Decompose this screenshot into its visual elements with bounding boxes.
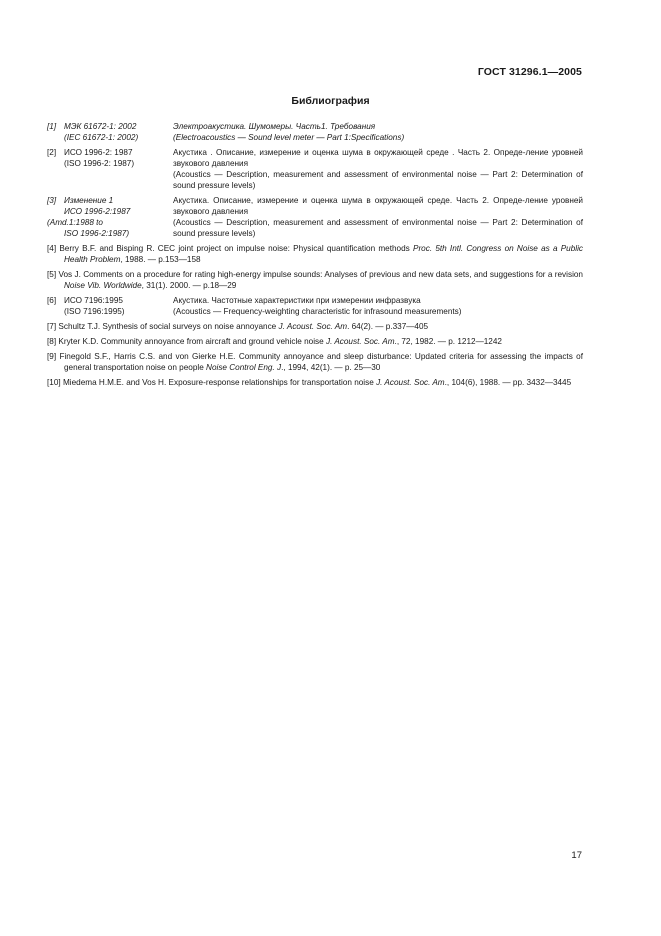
entry-6-number: [6] <box>47 296 57 305</box>
entry-6-reference <box>47 295 173 317</box>
entry-3-ref-line-2: ИСО 1996-2:1987 <box>64 207 131 216</box>
entry-2-description <box>173 147 583 191</box>
entry-2-number: [2] <box>47 148 57 157</box>
entry-8-source: J. Acoust. Soc. Am <box>325 337 395 346</box>
entry-6-ref-line-1: ИСО 7196:1995 <box>64 296 123 305</box>
entry-10-text: Miedema H.M.E. and Vos H. Exposure-response relationships for transportation noise <box>62 378 377 387</box>
entry-3-desc-line-2: (Acoustics — Description, measurement and assessment of environmental noise — Part 2: Determination of sound pressure levels) <box>173 218 583 238</box>
bibliography-entry-6 <box>47 295 583 317</box>
entry-9-source: Noise Control Eng. J <box>206 363 282 372</box>
entry-5-number: [5] <box>47 270 57 279</box>
entry-6-description <box>173 295 583 317</box>
entry-8-number: [8] <box>47 337 57 346</box>
entry-3-ref-line-3: (Amd.1:1988 to <box>47 218 103 227</box>
page-number: 17 <box>571 850 582 861</box>
entry-6-desc-line-1: Акустика. Частотные характеристики при измерении инфразвука <box>173 296 421 305</box>
entry-1-ref-line-2: (IEC 61672-1: 2002) <box>64 133 139 142</box>
bibliography-entry-5 <box>47 269 583 291</box>
entry-1-ref-line-1: МЭК 61672-1: 2002 <box>64 122 137 131</box>
entry-8-pages: ., 72, 1982. — p. 1212—1242 <box>394 337 502 346</box>
section-title: Библиография <box>291 95 370 107</box>
bibliography-entry-4 <box>47 243 583 265</box>
entry-7-number: [7] <box>47 322 57 331</box>
bibliography-entry-10 <box>47 377 583 388</box>
entry-8-text: Kryter K.D. Community annoyance from aircraft and ground vehicle noise <box>58 337 326 346</box>
entry-3-number: [3] <box>47 196 57 205</box>
page-header: ГОСТ 31296.1—2005 <box>477 66 582 78</box>
entry-2-ref-line-1: ИСО 1996-2: 1987 <box>64 148 133 157</box>
entry-9-text: Finegold S.F., Harris C.S. and von Gierke H.E. Community annoyance and sleep disturbance: Updated criteria for assessing the impacts of general transportation noise on people <box>59 352 583 372</box>
bibliography-entry-1 <box>47 121 583 143</box>
entry-6-desc-line-2: (Acoustics — Frequency-weighting characteristic for infrasound measurements) <box>173 307 462 316</box>
entry-10-number: [10] <box>47 378 61 387</box>
entry-1-desc-line-2: (Electroacoustics — Sound level meter — Part 1:Specifications) <box>173 133 405 142</box>
bibliography-entry-9 <box>47 351 583 373</box>
entry-5-source: Noise Vib. Worldwide <box>64 281 142 290</box>
entry-10-pages: ., 104(6), 1988. — pp. 3432—3445 <box>444 378 572 387</box>
bibliography-list <box>47 121 583 392</box>
entry-1-desc-line-1: Электроакустика. Шумомеры. Часть1. Требования <box>173 122 376 131</box>
entry-9-pages: ., 1994, 42(1). — p. 25—30 <box>281 363 381 372</box>
entry-4-number: [4] <box>47 244 57 253</box>
entry-6-ref-line-2: (ISO 7196:1995) <box>64 307 125 316</box>
entry-3-description <box>173 195 583 239</box>
entry-1-description <box>173 121 583 143</box>
entry-3-ref-line-4: ISO 1996-2:1987) <box>64 229 130 238</box>
entry-10-source: J. Acoust. Soc. Am <box>376 378 445 387</box>
entry-5-text: Vos J. Comments on a procedure for rating high-energy impulse sounds: Analyses of previous and new data sets, and suggestions for a revision <box>58 270 583 279</box>
entry-2-desc-line-2: (Acoustics — Description, measurement and assessment of environmental noise — Part 2: Determination of sound pressure levels) <box>173 170 583 190</box>
entry-4-source: Proc. 5th Intl. Congress on Noise as a Public Health Problem <box>64 244 584 264</box>
entry-4-text: Berry B.F. and Bisping R. CEC joint project on impulse noise: Physical quantification methods <box>59 244 413 253</box>
entry-4-pages: , 1988. — p.153—158 <box>120 255 201 264</box>
entry-9-number: [9] <box>47 352 57 361</box>
entry-7-text: Schultz T.J. Synthesis of social surveys on noise annoyance <box>58 322 279 331</box>
entry-7-source: J. Acoust. Soc. Am <box>278 322 348 331</box>
entry-1-number: [1] <box>47 122 57 131</box>
entry-2-desc-line-1: Акустика . Описание, измерение и оценка шума в окружающей среде . Часть 2. Опреде-ление уровней звукового давления <box>173 148 583 168</box>
entry-3-reference <box>47 195 173 239</box>
entry-5-pages: , 31(1). 2000. — p.18—29 <box>141 281 237 290</box>
entry-7-pages: . 64(2). — p.337—405 <box>347 322 429 331</box>
bibliography-entry-2 <box>47 147 583 191</box>
bibliography-entry-8 <box>47 336 583 347</box>
entry-3-ref-line-1: Изменение 1 <box>64 196 114 205</box>
entry-3-desc-line-1: Акустика. Описание, измерение и оценка шума в окружающей среде. Часть 2. Опреде-ление уровней звукового давления <box>173 196 583 216</box>
entry-2-reference <box>47 147 173 191</box>
bibliography-entry-3 <box>47 195 583 239</box>
entry-1-reference <box>47 121 173 143</box>
entry-2-ref-line-2: (ISO 1996-2: 1987) <box>64 159 135 168</box>
bibliography-entry-7 <box>47 321 583 332</box>
